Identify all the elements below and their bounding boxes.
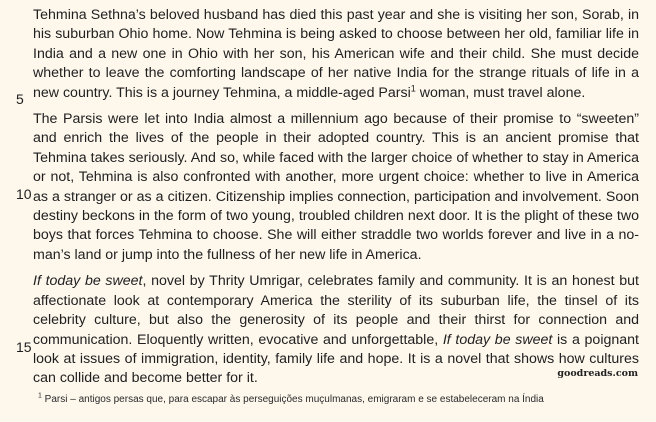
- footnote: [38, 394, 544, 406]
- footnote-marker: 1: [410, 82, 416, 93]
- source-credit: goodreads.com: [557, 368, 638, 379]
- book-title: If today be sweet: [33, 273, 143, 290]
- line-number-15: 15: [16, 339, 32, 355]
- paragraph-1: [33, 6, 639, 103]
- footnote-number: 1: [38, 392, 42, 400]
- line-number-10: 10: [16, 186, 32, 202]
- paragraph-3-part-2: the sterility of its suburban life, the tinsel of its celebrity culture, but also the generosity of its people and their thirst for connection and communication. Eloquently written, evocative and unforgettable,: [33, 292, 639, 348]
- paragraph-2: The Parsis were let into India almost a millennium ago because of their promise to “sweeten” and enrich the lives of the people in their adopted country. This is an ancient promise that Tehmina takes seriously. And so, while faced with the larger choice of whether to stay in America or not, Tehmina is also confronted with another, more urgent choice: whether to live in America as a stranger or as a citizen. Citizenship implies connection, participation and involvement. Soon destiny beckons in the form of two young, troubled children next door. It is the plight of these two boys that forces Tehmina to choose. She will either straddle two worlds forever and live in a no-man’s land or jump into the fullness of her new life in America.: [33, 111, 639, 263]
- paragraph-1-end: woman, must travel alone.: [415, 84, 586, 101]
- paragraph-3: [33, 272, 639, 388]
- footnote-text: Parsi – antigos persas que, para escapar às perseguições muçulmanas, emigraram e se estabeleceram na Índia: [41, 394, 544, 405]
- paragraph-1-text: Tehmina Sethna’s beloved husband has died this past year and she is visiting her son, Sorab, in his suburban Ohio home. Now Tehmina is being asked to choose between her old, familiar life in India and a new one in Ohio with her son, his American wife and their child. She must decide whether to leave the comforting landscape of her native India for the strange rituals of life in a new country. This is a journey Tehmina, a middle-aged Parsi: [33, 7, 639, 101]
- paragraph-3-part-3: is a poignant look at issues of immigration, identity, family life and hope. It is a novel that shows how cultures can collide and become better for it.: [33, 331, 639, 387]
- book-title-2: If today be sweet: [442, 331, 553, 348]
- line-number-5: 5: [16, 91, 24, 107]
- paragraph-3-part-1: , novel by Thrity Umrigar, celebrates family and community. It is an honest but affectionate look at contemporary America: [33, 273, 639, 309]
